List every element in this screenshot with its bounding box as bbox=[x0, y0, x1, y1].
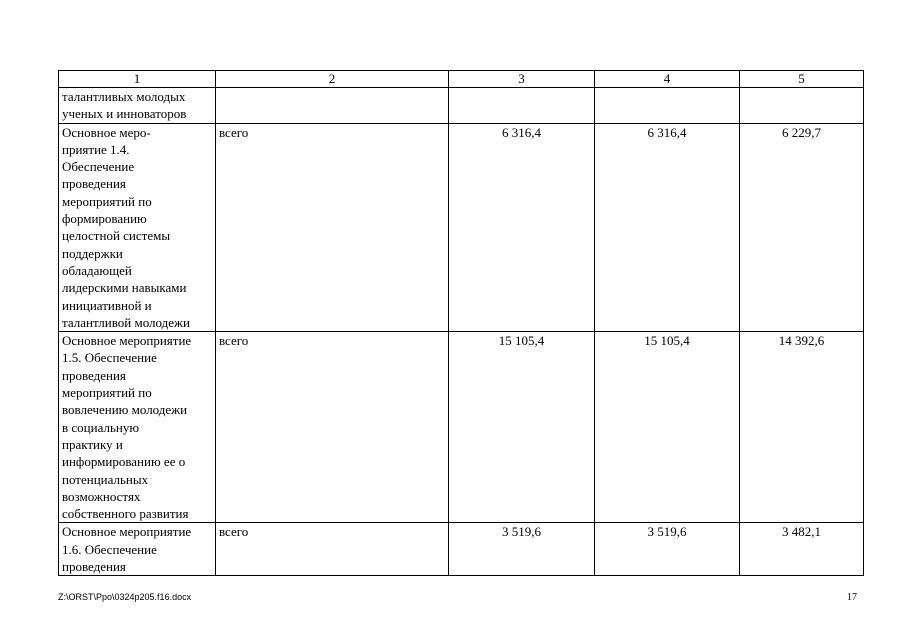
row-col-4: 6 316,4 bbox=[595, 123, 740, 332]
footer-file-path: Z:\ORST\Ppo\0324p205.f16.docx bbox=[58, 592, 192, 602]
row-col-3: 6 316,4 bbox=[449, 123, 595, 332]
row-name: Основное мероприятие 1.5. Обеспечение проведения мероприятий по вовлечению молодежи в социальную практику и информированию ее о потенциальных возможностях собственного развития bbox=[59, 332, 216, 523]
table-row bbox=[59, 523, 864, 576]
row-col-3: 15 105,4 bbox=[449, 332, 595, 523]
row-col-5: 6 229,7 bbox=[740, 123, 864, 332]
row-kind: всего bbox=[216, 123, 449, 332]
row-name: Основное мероприятие 1.6. Обеспечение проведения bbox=[59, 523, 216, 576]
row-col-3: 3 519,6 bbox=[449, 523, 595, 576]
row-col-5: 14 392,6 bbox=[740, 332, 864, 523]
page-number: 17 bbox=[847, 592, 857, 603]
row-col-5 bbox=[740, 88, 864, 124]
row-name: Основное меро- приятие 1.4. Обеспечение проведения мероприятий по формированию целостной системы поддержки обладающей лидерскими навыками инициативной и талантливой молодежи bbox=[59, 123, 216, 332]
header-col-3: 3 bbox=[449, 71, 595, 88]
header-col-1: 1 bbox=[59, 71, 216, 88]
row-kind bbox=[216, 88, 449, 124]
header-col-4: 4 bbox=[595, 71, 740, 88]
header-col-2: 2 bbox=[216, 71, 449, 88]
table-row bbox=[59, 123, 864, 332]
row-name: талантливых молодых ученых и инноваторов bbox=[59, 88, 216, 124]
table-row bbox=[59, 332, 864, 523]
row-kind: всего bbox=[216, 523, 449, 576]
row-col-3 bbox=[449, 88, 595, 124]
row-col-5: 3 482,1 bbox=[740, 523, 864, 576]
budget-table bbox=[58, 70, 864, 576]
row-col-4: 3 519,6 bbox=[595, 523, 740, 576]
table-header-row bbox=[59, 71, 864, 88]
row-kind: всего bbox=[216, 332, 449, 523]
row-col-4: 15 105,4 bbox=[595, 332, 740, 523]
table-row bbox=[59, 88, 864, 124]
row-col-4 bbox=[595, 88, 740, 124]
header-col-5: 5 bbox=[740, 71, 864, 88]
